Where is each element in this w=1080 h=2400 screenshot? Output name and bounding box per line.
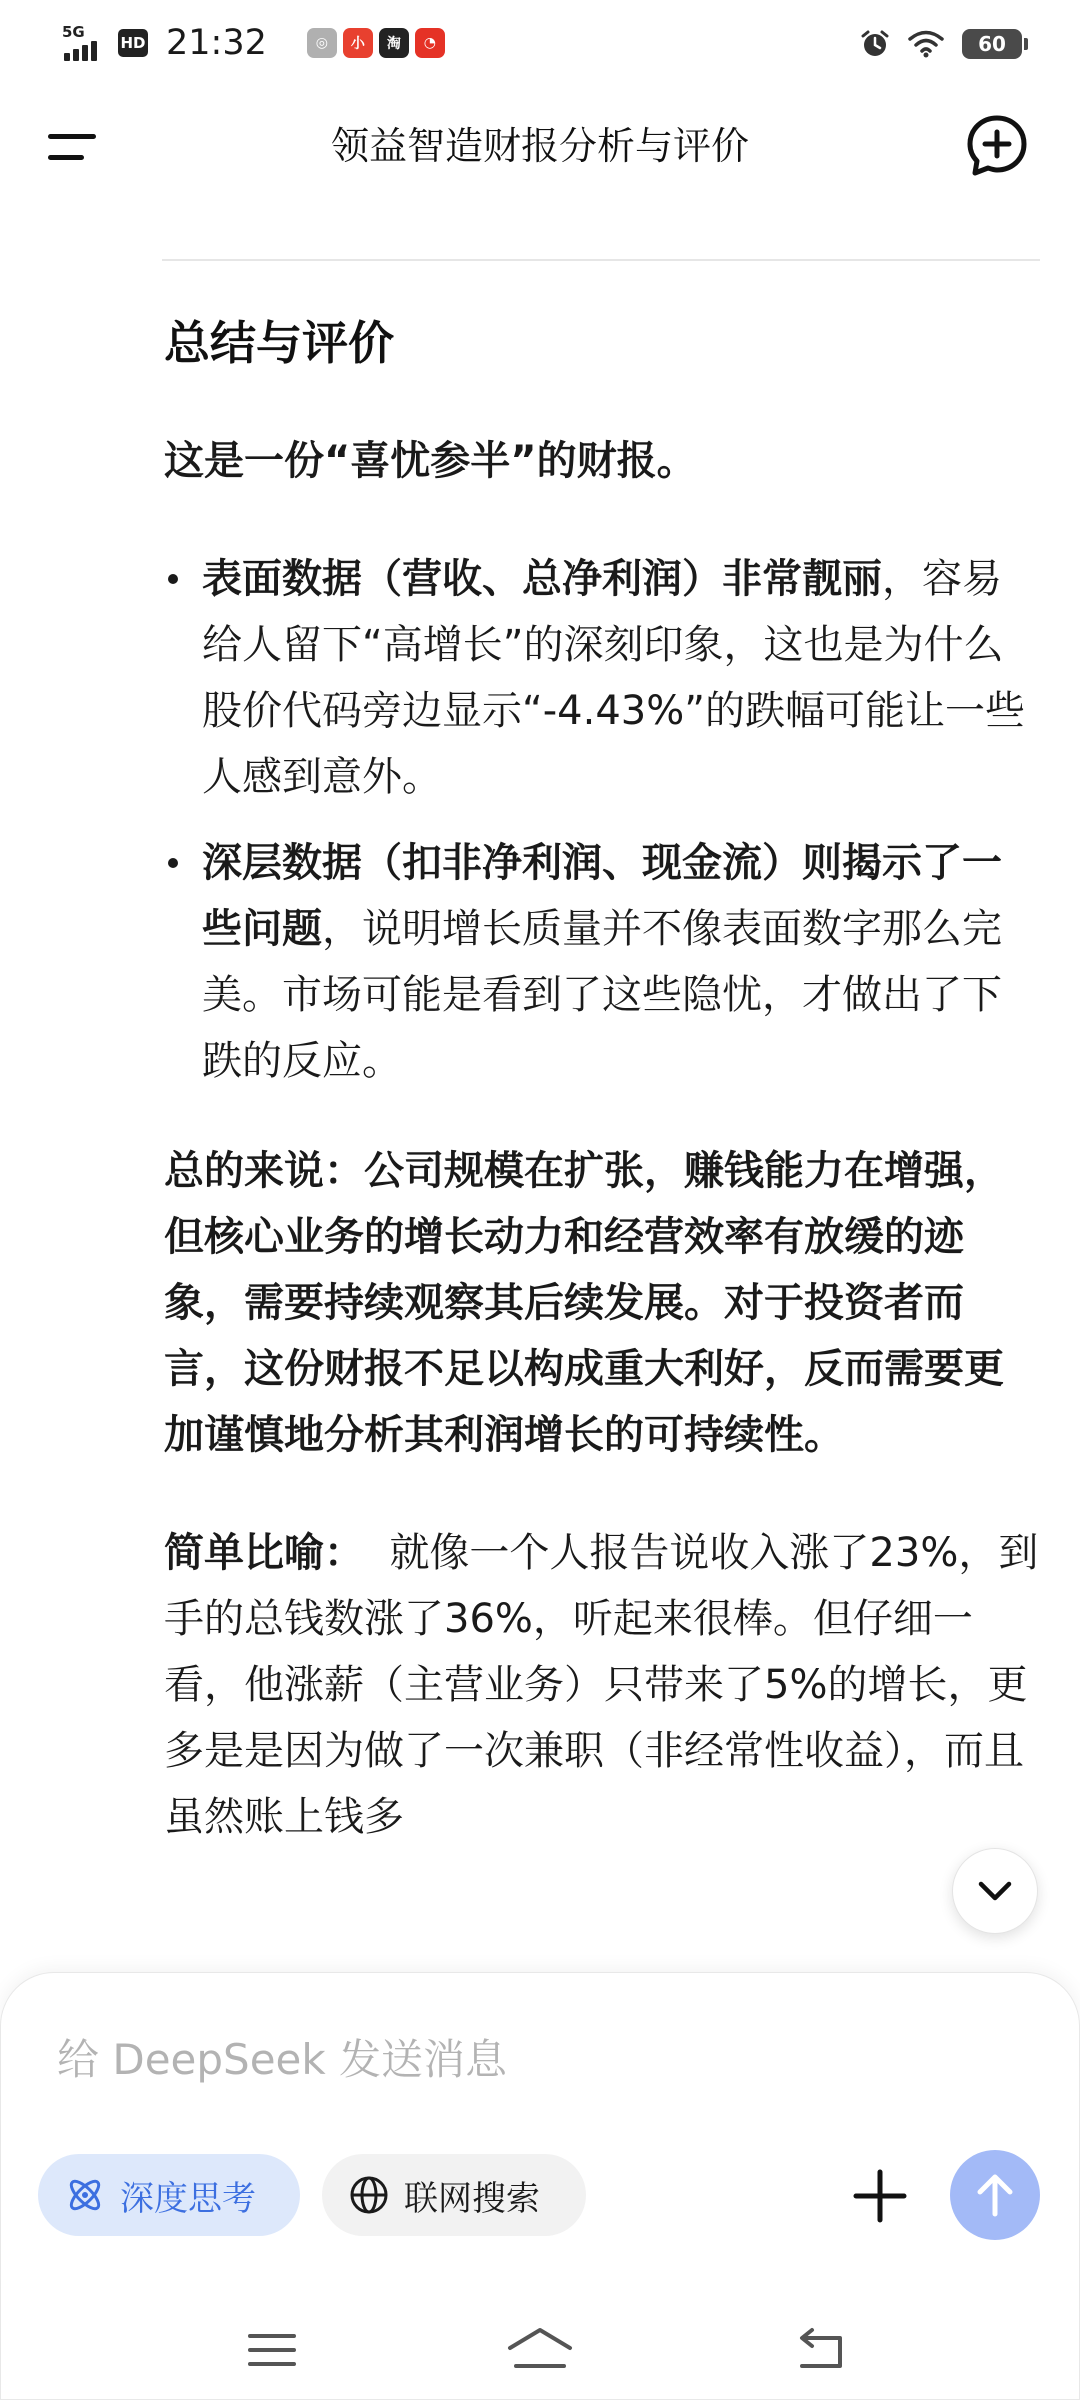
summary-paragraph: 总的来说：公司规模在扩张，赚钱能力在增强，但核心业务的增长动力和经营效率有放缓的迹象，需要持续观察其后续发展。对于投资者而言，这份财报不足以构成重大利好，反而需要更加谨慎地分析其利润增长的可持续性。 [164, 1148, 1004, 1458]
web-search-label: 联网搜索 [404, 2178, 540, 2219]
wifi-icon [908, 29, 944, 59]
globe-icon [348, 2174, 390, 2216]
message-input[interactable] [57, 2029, 937, 2089]
analogy-text: 就像一个人报告说收入涨了23%，到手的总钱数涨了36%，听起来很棒。但仔细一看，他涨薪（主营业务）只带来了5%的增长，更多是是因为做了一次兼职（非经常性收益），而且虽然账上钱多 [164, 1530, 1039, 1840]
deep-think-toggle[interactable] [38, 2154, 300, 2236]
analogy-paragraph [164, 1520, 1040, 1850]
lead-paragraph: 这是一份“喜忧参半”的财报。 [164, 438, 697, 484]
deep-think-label: 深度思考 [120, 2178, 256, 2219]
status-bar [0, 0, 1080, 86]
menu-icon [48, 134, 96, 139]
chevron-down-icon [975, 1879, 1015, 1903]
page-title: 领益智造财报分析与评价 [330, 124, 749, 168]
app-notification-icon-4: ◔ [415, 28, 445, 58]
list-item [164, 830, 1040, 1094]
back-icon[interactable] [790, 2322, 850, 2378]
taobao-icon: 淘 [379, 28, 409, 58]
arrow-up-icon [975, 2172, 1015, 2218]
app-notification-icon-1: ◎ [307, 28, 337, 58]
atom-icon [64, 2174, 106, 2216]
bullet-bold-text: 深层数据（扣非净利润、现金流）则揭示了一些问题 [202, 840, 1002, 952]
attach-plus-button[interactable] [852, 2168, 908, 2224]
scroll-to-bottom-button[interactable] [952, 1848, 1038, 1934]
status-time: 21:32 [166, 23, 267, 63]
system-nav-bar [0, 2300, 1080, 2400]
menu-button[interactable] [48, 122, 106, 172]
new-chat-button[interactable] [966, 114, 1028, 178]
alarm-icon [860, 29, 890, 59]
message-content [164, 312, 1040, 1970]
recent-apps-icon[interactable] [242, 2322, 302, 2378]
content-divider [162, 259, 1040, 261]
signal-icon: 5G [62, 23, 108, 63]
bullet-bold-text: 表面数据（营收、总净利润）非常靓丽 [202, 556, 882, 602]
list-item [164, 546, 1040, 810]
analogy-label: 简单比喻： [164, 1530, 364, 1576]
bullet-text: ，说明增长质量并不像表面数字那么完美。市场可能是看到了这些隐忧，才做出了下跌的反应。 [202, 906, 1002, 1084]
app-notification-icon-2: 小 [343, 28, 373, 58]
battery-indicator: 60 [962, 29, 1022, 59]
section-heading: 总结与评价 [164, 316, 394, 370]
web-search-toggle[interactable] [322, 2154, 586, 2236]
hd-icon: HD [118, 29, 148, 57]
bullet-list [164, 546, 1040, 1094]
top-nav [0, 96, 1080, 196]
home-icon[interactable] [504, 2322, 576, 2378]
bullet-text: ，容易给人留下“高增长”的深刻印象，这也是为什么股价代码旁边显示“-4.43%”的跌幅可能让一些人感到意外。 [202, 556, 1025, 800]
send-button[interactable] [950, 2150, 1040, 2240]
